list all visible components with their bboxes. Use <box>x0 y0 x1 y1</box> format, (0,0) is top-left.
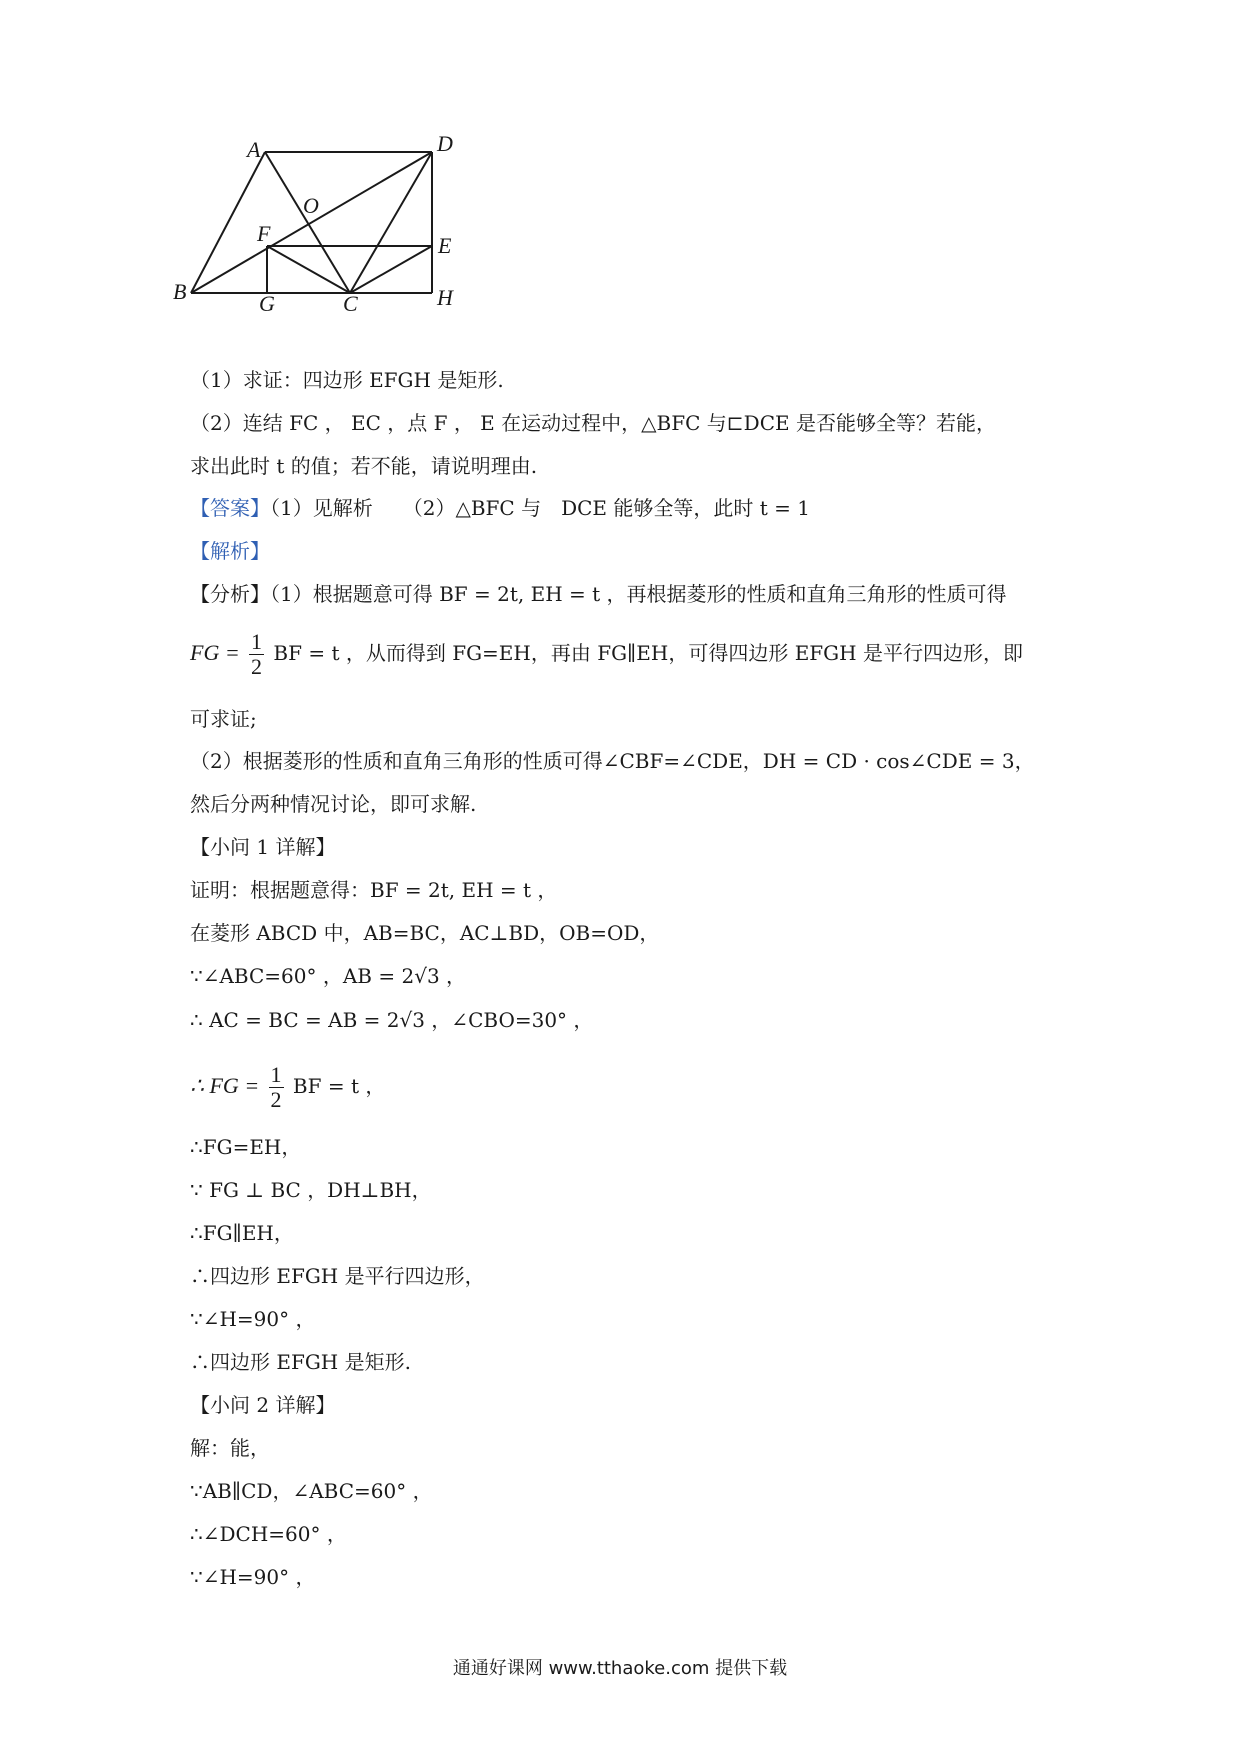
solution-1-line-4: ∴ AC = BC = AB = 2√3 ，∠CBO=30° ， <box>190 1008 594 1032</box>
analysis-line-1: 【分析】（1）根据题意可得 BF = 2t, EH = t ，再根据菱形的性质和直角三角形的性质可得 <box>190 582 1007 606</box>
fraction-denominator: 2 <box>251 654 263 679</box>
segment-AC <box>265 152 350 293</box>
label-D: D <box>437 131 453 156</box>
solution-2-line-4: ∵∠H=90° ， <box>190 1565 316 1589</box>
solution-formula-right: BF = t ， <box>292 1074 386 1098</box>
subquestion-2-title: 【小问 2 详解】 <box>190 1393 336 1417</box>
answer-line <box>190 494 810 522</box>
question-2-line-2: 求出此时 t 的值；若不能，请说明理由. <box>190 454 538 478</box>
answer-tag: 【答案】 <box>190 496 270 520</box>
analysis-formula-left: FG = <box>190 640 240 665</box>
label-A: A <box>247 137 261 162</box>
answer-text: （1）见解析 （2）△BFC 与 DCE 能够全等，此时 t = 1 <box>270 496 810 520</box>
analysis-line-3: 可求证; <box>190 707 257 731</box>
solution-1-line-8: ∴FG∥EH， <box>190 1221 294 1245</box>
analysis-line-4: （2）根据菱形的性质和直角三角形的性质可得∠CBF=∠CDE，DH = CD · cos∠CDE = 3， <box>190 749 1035 773</box>
solution-2-line-1: 解：能， <box>190 1436 270 1460</box>
question-1: （1）求证：四边形 EFGH 是矩形. <box>190 368 504 392</box>
fraction-numerator-2: 1 <box>270 1062 282 1087</box>
solution-formula-left: ∴ FG = <box>190 1073 260 1098</box>
label-E: E <box>438 233 452 258</box>
solution-2-line-3: ∴∠DCH=60° ， <box>190 1522 347 1546</box>
question-2-line-1: （2）连结 FC ， EC ，点 F ， E 在运动过程中，△BFC 与⊏DCE 是否能够全等？若能， <box>190 411 996 435</box>
label-C: C <box>343 291 358 316</box>
solution-1-line-2: 在菱形 ABCD 中，AB=BC，AC⊥BD，OB=OD， <box>190 921 660 945</box>
analysis-formula-right: BF = t ，从而得到 FG=EH，再由 FG∥EH，可得四边形 EFGH 是平行四边形，即 <box>273 641 1023 665</box>
solution-1-line-1: 证明：根据题意得：BF = 2t, EH = t ， <box>190 878 558 902</box>
subquestion-1-title: 【小问 1 详解】 <box>190 835 336 859</box>
solution-1-line-3: ∵∠ABC=60° ，AB = 2√3 ， <box>190 964 467 988</box>
label-O: O <box>303 193 319 218</box>
segment-DC <box>350 152 432 293</box>
fraction-denominator-2: 2 <box>270 1087 282 1112</box>
page-footer: 通通好课网 www.tthaoke.com 提供下载 <box>452 1658 788 1679</box>
solution-1-line-6: ∴FG=EH， <box>190 1135 302 1159</box>
segment-FC <box>267 246 350 293</box>
analysis-line-5: 然后分两种情况讨论，即可求解. <box>190 792 477 816</box>
label-H: H <box>437 285 453 310</box>
geometry-figure <box>173 131 515 360</box>
label-B: B <box>173 279 187 304</box>
solution-1-line-10: ∵∠H=90° ， <box>190 1307 316 1331</box>
segment-EC <box>350 246 432 293</box>
analysis-line-2 <box>190 630 1023 679</box>
solution-1-line-11: ∴四边形 EFGH 是矩形. <box>190 1350 411 1374</box>
label-F: F <box>257 221 271 246</box>
fraction-one-half-2 <box>269 1063 284 1112</box>
fraction-one-half <box>249 630 264 679</box>
fraction-numerator: 1 <box>251 629 263 654</box>
solution-1-line-9: ∴四边形 EFGH 是平行四边形， <box>190 1264 485 1288</box>
solution-2-line-2: ∵AB∥CD，∠ABC=60° ， <box>190 1479 433 1503</box>
solution-1-line-7: ∵ FG ⊥ BC ，DH⊥BH， <box>190 1178 432 1202</box>
analysis-tag: 【解析】 <box>190 539 270 563</box>
label-G: G <box>259 291 275 316</box>
solution-1-line-5 <box>190 1063 385 1112</box>
